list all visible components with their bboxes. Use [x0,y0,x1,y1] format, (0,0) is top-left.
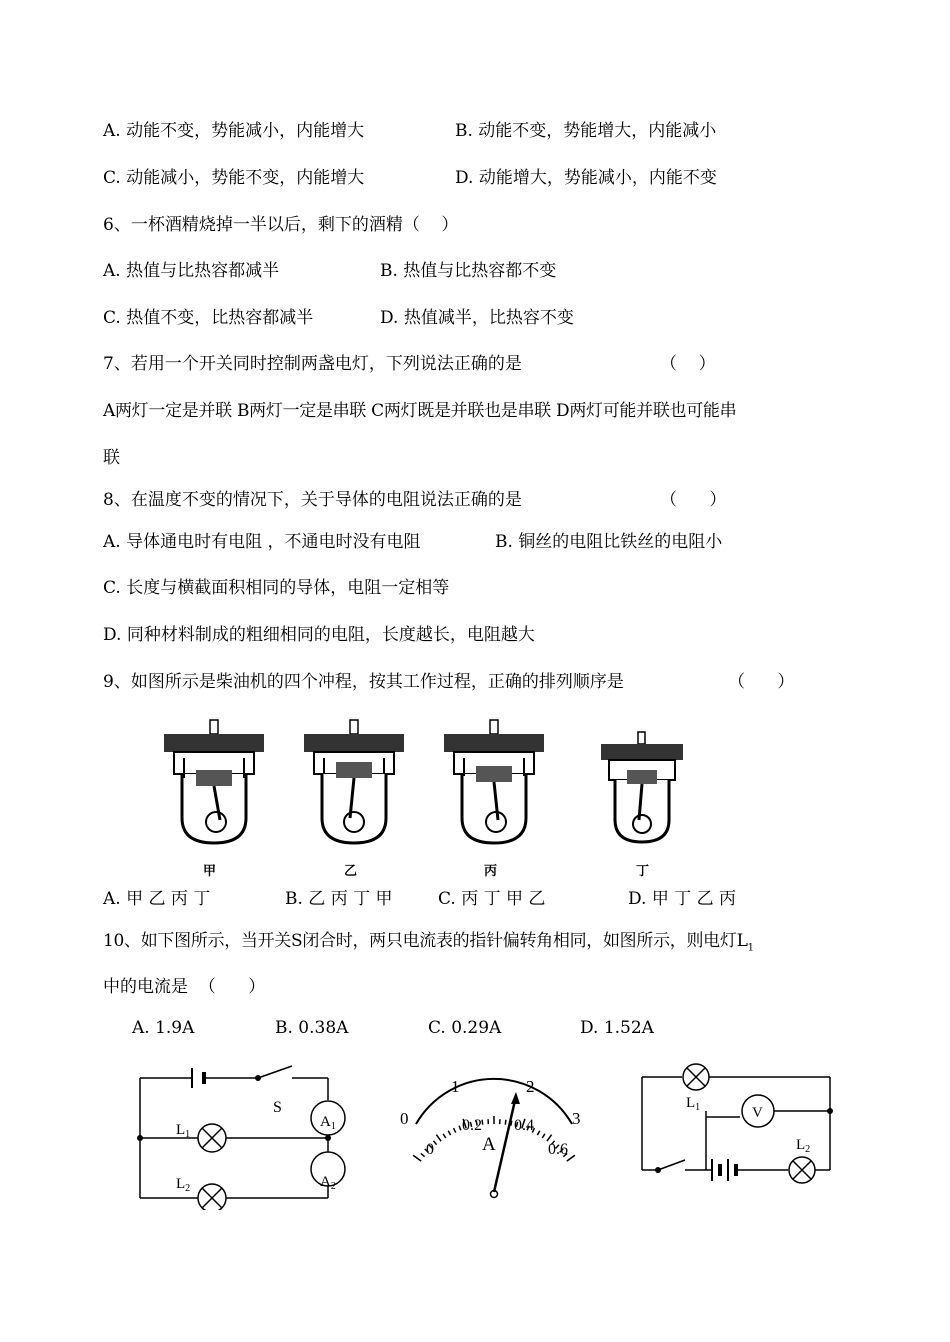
q9-stem: 9、如图所示是柴油机的四个冲程，按其工作过程，正确的排列顺序是 [103,672,624,692]
q8-answer-bracket: （ ） [660,490,727,510]
q9-option-a: A. 甲 乙 丙 丁 [103,889,211,909]
ammeter-a1-letter: A [320,1114,331,1130]
q10-stem-subscript: 1 [747,942,754,954]
dial-tick-mark [448,1131,450,1135]
dial-tick-mark [443,1134,446,1138]
q7-answer-bracket: （ ） [660,354,716,374]
switch-pivot-dot [655,1167,661,1173]
dial-top-tick-0: 0 [400,1109,409,1128]
needle-tip [511,1092,520,1104]
ammeter-a1-subscript: 1 [330,1121,336,1132]
q10-option-b: B. 0.38A [275,1018,349,1038]
lamp-l2-subscript: 2 [805,1144,811,1155]
q9-option-c: C. 丙 丁 甲 乙 [438,889,546,909]
q10-stem-text: 10、如下图所示，当开关S闭合时，两只电流表的指针偏转角相同，如图所示，则电灯L [103,931,748,951]
dial-tick-mark [542,1134,545,1138]
q5-option-a: A. 动能不变，势能减小，内能增大 [103,121,365,141]
lamp-l2-letter: L [796,1137,806,1153]
dial-tick-mark [436,1135,441,1141]
ammeter-dial [392,1062,602,1202]
lamp-l1-label [176,1122,190,1140]
dial-bottom-tick-3: 0.6 [548,1141,568,1158]
q5-option-d: D. 动能增大，势能减小，内能不变 [455,168,717,188]
q7-options-line2: 联 [103,448,120,468]
q10-stem-line2: 中的电流是 （ ） [103,977,266,997]
dial-tick-mark [421,1153,425,1156]
lamp-l1-subscript: 1 [695,1102,701,1113]
dial-tick-mark [482,1120,483,1125]
q6-option-d: D. 热值减半，比热容不变 [380,308,574,328]
q7-stem: 7、若用一个开关同时控制两盏电灯，下列说法正确的是 [103,354,522,374]
engine-figure-bing [440,718,550,852]
q10-option-c: C. 0.29A [428,1018,502,1038]
junction-dot [827,1108,833,1114]
junction-dot [325,1135,331,1141]
dial-tick-mark [505,1120,506,1125]
q8-option-b: B. 铜丝的电阻比铁丝的电阻小 [495,532,723,552]
dial-needle [494,1096,516,1192]
q8-stem: 8、在温度不变的情况下，关于导体的电阻说法正确的是 [103,490,522,510]
dial-unit-label: A [482,1134,496,1155]
dial-tick-mark [537,1131,539,1135]
q10-option-d: D. 1.52A [580,1018,654,1038]
lamp-l2-subscript: 2 [185,1183,191,1194]
q6-stem: 6、一杯酒精烧掉一半以后，剩下的酒精（ ） [103,215,459,235]
engine-stroke-diagram [440,718,550,848]
q6-option-b: B. 热值与比热容都不变 [380,261,557,281]
q9-answer-bracket: （ ） [728,672,795,692]
lamp-l1-letter: L [686,1095,696,1111]
engine-figure-ding [597,730,687,852]
q5-option-b: B. 动能不变，势能增大，内能减小 [455,121,717,141]
dial-bottom-tick-0: 0 [426,1141,434,1158]
fig-label-jia: 甲 [203,864,217,879]
fig-label-bing: 丙 [484,864,498,879]
lamp-l1-label [686,1095,700,1113]
lamp-l2-label [796,1137,810,1155]
ammeter-a2-label [320,1174,336,1192]
voltmeter-label: V [752,1105,763,1121]
engine-figure-yi [300,718,410,852]
dial-top-tick-1: 1 [451,1077,460,1096]
circuit-diagram-2 [630,1055,845,1185]
fig-label-ding: 丁 [636,864,650,879]
engine-stroke-diagram [597,730,687,848]
lamp-l1-letter: L [176,1122,186,1138]
q6-option-c: C. 热值不变，比热容都减半 [103,308,314,328]
junction-dot [137,1135,143,1141]
q10-option-a: A. 1.9A [132,1018,195,1038]
circuit-diagram-1 [130,1060,360,1210]
ammeter-a2-letter: A [320,1174,331,1190]
switch-label: S [273,1099,282,1116]
q9-option-b: B. 乙 丙 丁 甲 [285,889,393,909]
dial-top-tick-3: 3 [572,1109,581,1128]
switch-pivot-dot [255,1075,261,1081]
ammeter-a2-subscript: 2 [330,1181,336,1192]
dial-tick-mark [454,1128,456,1133]
dial-tick-mark [459,1126,461,1131]
q6-option-a: A. 热值与比热容都减半 [103,261,280,281]
q8-option-a: A. 导体通电时有电阻 ，不通电时没有电阻 [103,532,421,552]
lamp-l2-label [176,1176,190,1194]
lamp-l2-letter: L [176,1176,186,1192]
ammeter-a1-label [320,1114,336,1132]
fig-label-yi: 乙 [344,864,358,879]
q8-option-d: D. 同种材料制成的粗细相同的电阻，长度越长，电阻越大 [103,625,535,645]
dial-tick-mark [413,1155,421,1161]
engine-figure-jia [160,718,270,852]
dial-top-tick-2: 2 [526,1077,535,1096]
dial-bottom-tick-1: 0.2 [462,1117,482,1134]
q7-options-line1: A两灯一定是并联 B两灯一定是串联 C两灯既是并联也是串联 D两灯可能并联也可能串 [103,401,737,421]
q10-stem-line1 [103,931,754,958]
q8-option-c: C. 长度与横截面积相同的导体，电阻一定相等 [103,578,450,598]
dial-bottom-tick-2: 0.4 [514,1117,534,1134]
q9-option-d: D. 甲 丁 乙 丙 [628,889,737,909]
engine-stroke-diagram [160,718,270,848]
q5-option-c: C. 动能减小，势能不变，内能增大 [103,168,365,188]
engine-stroke-diagram [300,718,410,848]
dial-tick-mark [567,1155,575,1161]
lamp-l1-subscript: 1 [185,1129,191,1140]
